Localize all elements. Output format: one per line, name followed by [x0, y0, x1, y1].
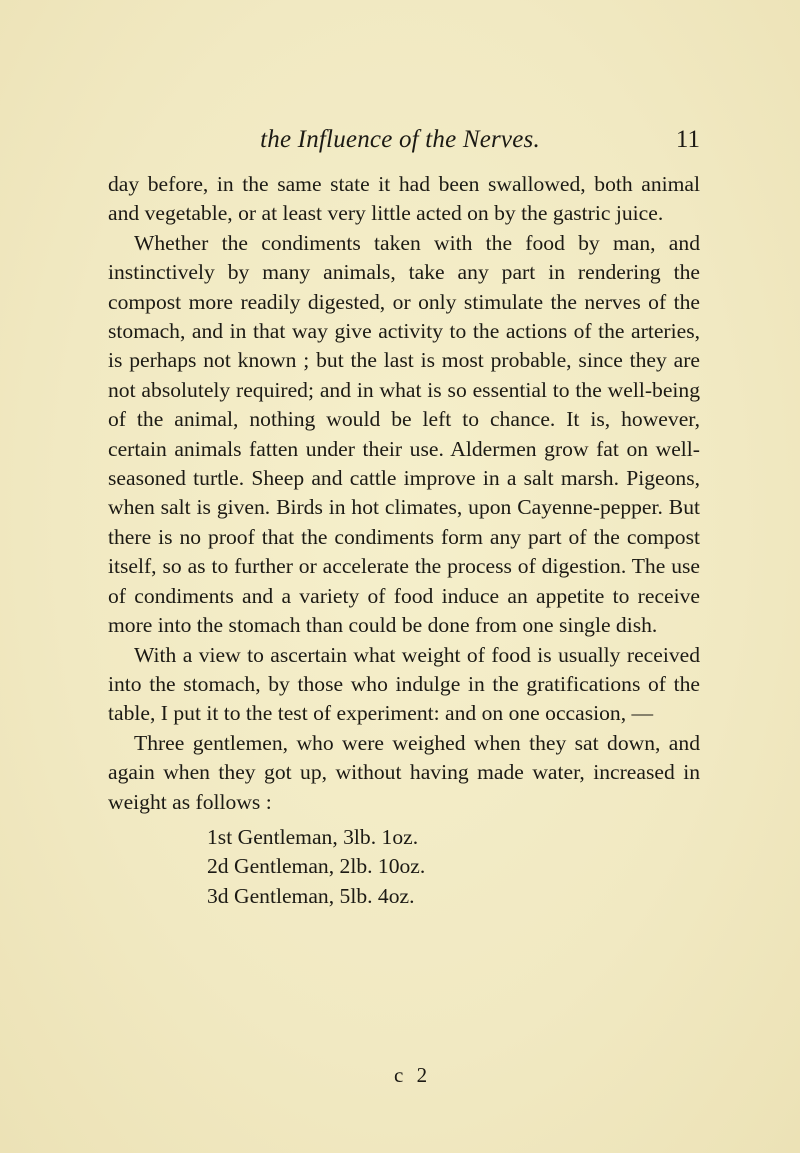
- paragraph-3: With a view to ascertain what weight of food is usually received into the stomach, by those who indulge in the gratifications of the table, I put it to the test of experiment: and on one occasion, —: [108, 642, 700, 726]
- page-header: [100, 126, 700, 162]
- weight-list: [108, 823, 700, 912]
- weight-entry-3: 3d Gentleman, 5lb. 4oz.: [207, 883, 415, 908]
- weight-entry-2: 2d Gentleman, 2lb. 10oz.: [207, 854, 426, 879]
- paragraph-1: day before, in the same state it had been swallowed, both animal and vegetable, or at least very little acted on by the gastric juice.: [108, 172, 700, 226]
- page-number: 11: [675, 126, 700, 153]
- weight-entry-1: 1st Gentleman, 3lb. 1oz.: [207, 824, 419, 849]
- paragraph-2: Whether the condiments taken with the food by man, and instinctively by many animals, take any part in rendering the compost more readily digested, or only stimulate the nerves of the stomach, and in that way give activity to the actions of the arteries, is perhaps not known ; but the last is most probable, since they are not absolutely required; and in what is so essential to the well-being of the animal, nothing would be left to chance. It is, however, certain animals fatten under their use. Aldermen grow fat on well-seasoned turtle. Sheep and cattle improve in a salt marsh. Pigeons, when salt is given. Birds in hot climates, upon Cayenne-pepper. But there is no proof that the condiments form any part of the compost itself, so as to further or accelerate the process of digestion. The use of condiments and a variety of food induce an appetite to receive more into the stomach than could be done from one single dish.: [108, 230, 700, 638]
- signature-mark: c 2: [394, 1063, 432, 1087]
- body-text: [108, 170, 700, 911]
- running-title: the Influence of the Nerves.: [260, 126, 540, 153]
- paragraph-4: Three gentlemen, who were weighed when they sat down, and again when they got up, without having made water, increased in weight as follows :: [108, 730, 700, 814]
